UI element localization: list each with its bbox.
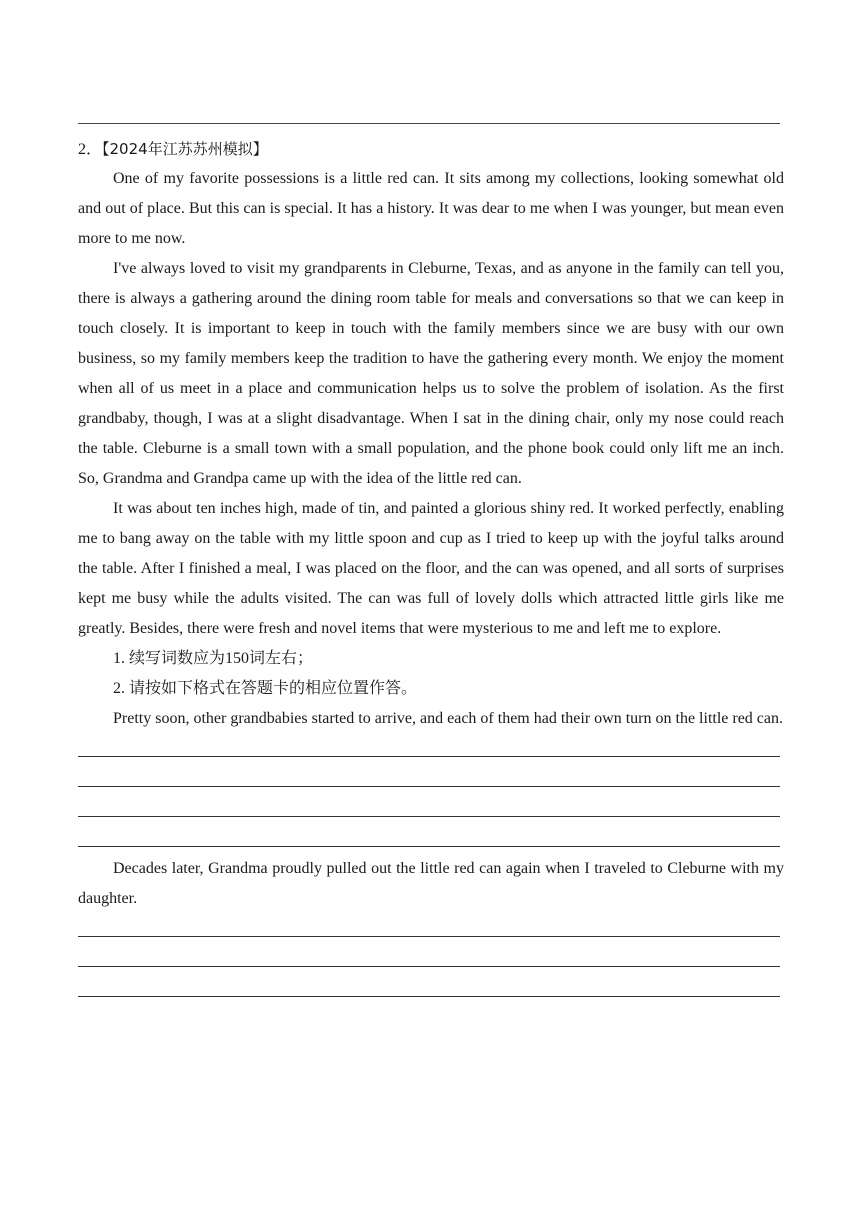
answer-line[interactable]: [78, 794, 784, 824]
question-source: 【2024年江苏苏州模拟】: [102, 140, 268, 158]
answer-area-2[interactable]: [78, 914, 784, 1004]
requirement-1: 1. 续写词数应为150词左右；: [113, 650, 314, 667]
question-content: [78, 134, 784, 1004]
answer-line[interactable]: [78, 824, 784, 854]
passage-paragraph-3: It was about ten inches high, made of tin, and painted a glorious shiny red. It worked perfectly, enabling me to bang away on the table with my little spoon and cup as I tried to keep up with the joyful talks around the table. After I finished a meal, I was placed on the floor, and the can was opened, and all sorts of surprises kept me busy while the adults visited. The can was full of lovely dolls which attracted little girls like me greatly. Besides, there were fresh and novel items that were mysterious to me and left me to explore.: [78, 500, 784, 637]
continuation-prompt-2: Decades later, Grandma proudly pulled out the little red can again when I traveled to Cleburne with my daughter.: [78, 860, 784, 907]
requirement-2: 2. 请按如下格式在答题卡的相应位置作答。: [113, 680, 418, 697]
passage-paragraph-1: One of my favorite possessions is a little red can. It sits among my collections, looking somewhat old and out of place. But this can is special. It has a history. It was dear to me when I was younger, but mean even more to me now.: [78, 170, 784, 247]
question-heading: [78, 134, 784, 164]
question-number: 2．: [78, 141, 103, 158]
header-rule: [78, 123, 780, 124]
continuation-prompt-1: Pretty soon, other grandbabies started to arrive, and each of them had their own turn on the little red can.: [113, 710, 784, 727]
document-page: [78, 0, 784, 1216]
answer-area-1[interactable]: [78, 734, 784, 854]
answer-line[interactable]: [78, 764, 784, 794]
answer-line[interactable]: [78, 944, 784, 974]
passage-paragraph-2: I've always loved to visit my grandparents in Cleburne, Texas, and as anyone in the family can tell you, there is always a gathering around the dining room table for meals and conversations so that we can keep in touch closely. It is important to keep in touch with the family members since we are busy with our own business, so my family members keep the tradition to have the gathering every month. We enjoy the moment when all of us meet in a place and communication helps us to solve the problem of isolation. As the first grandbaby, though, I was at a slight disadvantage. When I sat in the dining chair, only my nose could reach the table. Cleburne is a small town with a small population, and the phone book could only lift me an inch. So, Grandma and Grandpa came up with the idea of the little red can.: [78, 260, 784, 487]
answer-line[interactable]: [78, 914, 784, 944]
answer-line[interactable]: [78, 734, 784, 764]
answer-line[interactable]: [78, 974, 784, 1004]
